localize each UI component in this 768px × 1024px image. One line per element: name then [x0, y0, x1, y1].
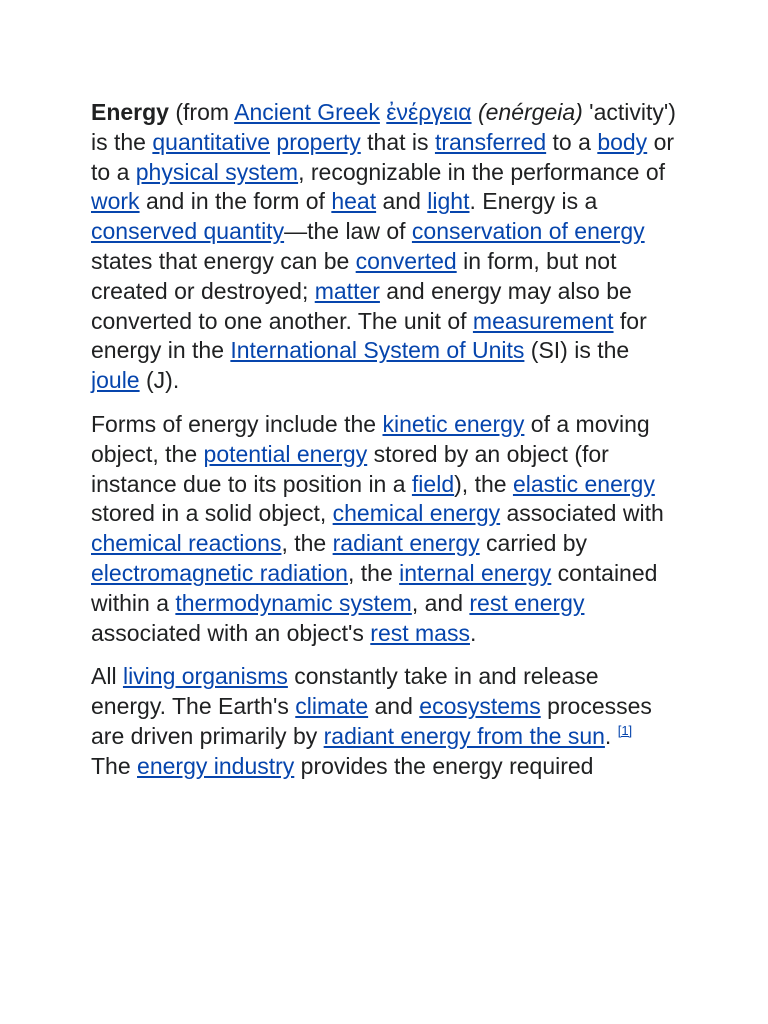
link-radiant-energy-from-the-sun[interactable]: radiant energy from the sun	[323, 722, 605, 749]
link-light[interactable]: light	[427, 188, 470, 215]
link-ecosystems[interactable]: ecosystems	[419, 693, 541, 720]
link-conservation-of-energy[interactable]: conservation of energy	[411, 218, 645, 245]
citation-link[interactable]: [1]	[617, 722, 633, 738]
body-text: , and	[411, 589, 470, 616]
link-energy-industry[interactable]: energy industry	[137, 752, 295, 779]
link-elastic-energy[interactable]: elastic energy	[512, 470, 655, 497]
body-text: (from	[168, 99, 235, 125]
body-text: provides the energy required	[294, 752, 594, 779]
paragraph-3	[91, 662, 676, 781]
link-rest-mass[interactable]: rest mass	[370, 619, 470, 646]
body-text: , the	[347, 559, 400, 586]
paragraph-2	[91, 410, 676, 648]
body-text: , the	[281, 530, 333, 557]
link-international-system-of-units[interactable]: International System of Units	[230, 337, 525, 364]
link-work[interactable]: work	[91, 188, 140, 215]
link-converted[interactable]: converted	[355, 247, 457, 274]
body-text: constantly take in and release energy. The Earth's	[91, 663, 599, 720]
body-text: . Energy is a	[469, 188, 598, 215]
body-text: , recognizable in the performance of	[298, 158, 666, 185]
link-radiant-energy[interactable]: radiant energy	[332, 530, 480, 557]
link-potential-energy[interactable]: potential energy	[203, 440, 368, 467]
paragraph-1	[91, 98, 676, 396]
link-ancient-greek[interactable]: Ancient Greek	[234, 99, 380, 125]
citation-reference	[618, 723, 632, 738]
link-electromagnetic-radiation[interactable]: electromagnetic radiation	[91, 559, 348, 586]
link-conserved-quantity[interactable]: conserved quantity	[91, 218, 285, 245]
body-text: All	[91, 663, 123, 690]
body-text: 'activity') is the	[91, 99, 676, 155]
link-measurement[interactable]: measurement	[472, 307, 614, 334]
body-text: associated with	[500, 500, 664, 527]
body-text: and	[376, 188, 428, 215]
body-text: .	[604, 722, 618, 749]
link-chemical-energy[interactable]: chemical energy	[332, 500, 501, 527]
body-text: for energy in the	[91, 307, 647, 364]
body-text: —the law of	[284, 218, 412, 245]
body-text: stored by an object (for instance due to its position in a	[91, 440, 609, 497]
body-text: carried by	[479, 530, 588, 557]
link-kinetic-energy[interactable]: kinetic energy	[382, 410, 525, 437]
body-text: that is	[360, 128, 435, 155]
body-text: Forms of energy include the	[91, 410, 383, 437]
link-property[interactable]: property	[276, 128, 361, 155]
body-text: states that energy can be	[91, 247, 356, 274]
article-title-term: Energy	[91, 99, 169, 125]
body-text: contained within a	[91, 559, 658, 616]
link-internal-energy[interactable]: internal energy	[399, 559, 552, 586]
body-text: to a	[546, 128, 598, 155]
link-living-organisms[interactable]: living organisms	[122, 663, 288, 690]
link-[interactable]: ἐνέργεια	[386, 99, 472, 125]
body-text: in form, but not created or destroyed;	[91, 247, 617, 304]
body-text: associated with an object's	[91, 619, 371, 646]
link-thermodynamic-system[interactable]: thermodynamic system	[175, 589, 412, 616]
body-text: of a moving object, the	[91, 410, 650, 467]
transliteration: (enérgeia)	[477, 99, 583, 125]
link-matter[interactable]: matter	[314, 277, 380, 304]
body-text: stored in a solid object,	[91, 500, 333, 527]
article-body	[91, 98, 676, 796]
body-text: and in the form of	[139, 188, 332, 215]
link-body[interactable]: body	[597, 128, 648, 155]
link-chemical-reactions[interactable]: chemical reactions	[91, 530, 282, 557]
body-text: .	[469, 619, 477, 646]
body-text: and	[368, 693, 420, 720]
link-field[interactable]: field	[411, 470, 455, 497]
link-quantitative[interactable]: quantitative	[152, 128, 271, 155]
link-transferred[interactable]: transferred	[434, 128, 547, 155]
link-climate[interactable]: climate	[295, 693, 369, 720]
body-text: and energy may also be converted to one another. The unit of	[91, 277, 632, 334]
link-joule[interactable]: joule	[91, 367, 140, 394]
link-heat[interactable]: heat	[331, 188, 377, 215]
link-physical-system[interactable]: physical system	[135, 158, 299, 185]
body-text: processes are driven primarily by	[91, 693, 652, 749]
body-text: or to a	[91, 128, 675, 185]
body-text: The	[91, 752, 138, 779]
link-rest-energy[interactable]: rest energy	[469, 589, 585, 616]
body-text: (SI) is the	[524, 337, 630, 364]
body-text: (J).	[139, 367, 180, 394]
body-text: ), the	[454, 470, 513, 497]
